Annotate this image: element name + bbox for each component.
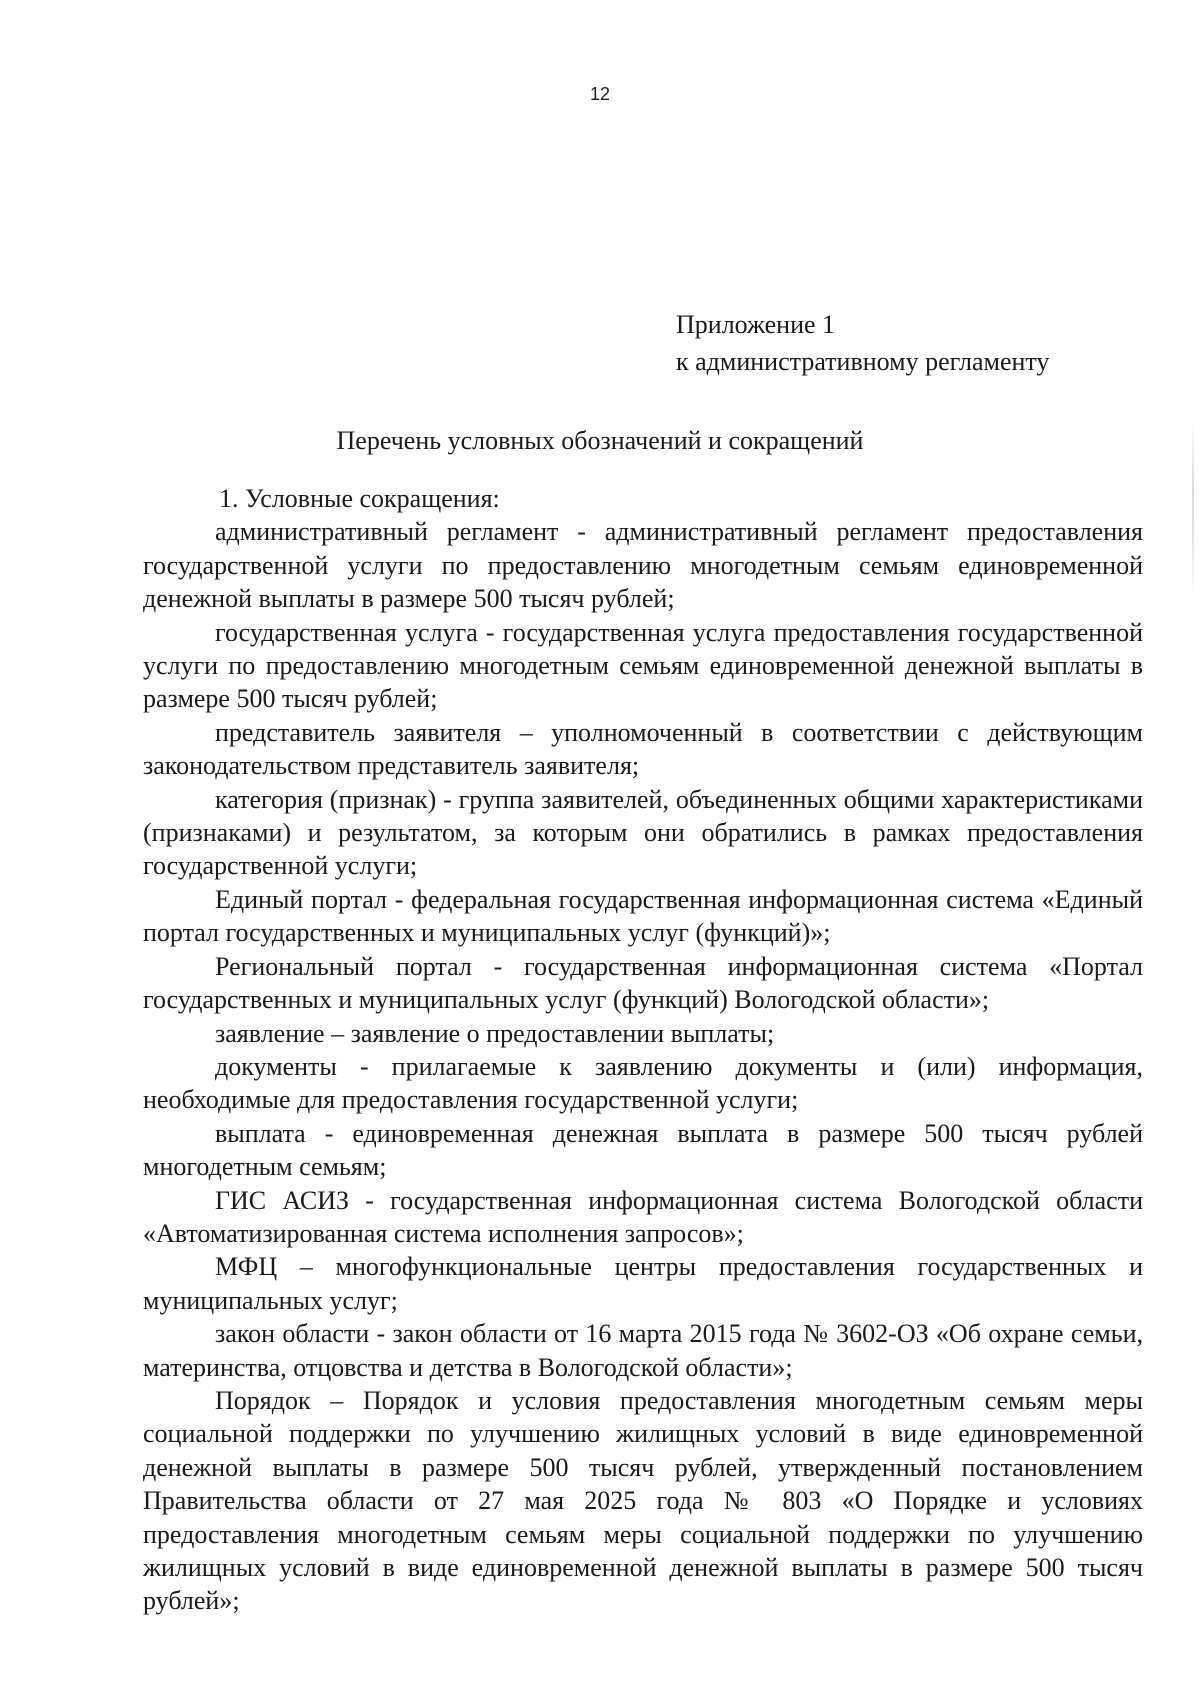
definition-item: ГИС АСИЗ - государственная информационная система Вологодской области «Автоматизированная система исполнения запросов»; [143,1185,1143,1248]
definition-item: категория (признак) - группа заявителей, объединенных общими характеристиками (признаками) и результатом, за которым они обратились в рамках предоставления государственной услуги; [143,784,1143,881]
definition-item: МФЦ – многофункциональные центры предоставления государственных и муниципальных услуг; [143,1252,1143,1315]
definition-item: представитель заявителя – уполномоченный в соответствии с действующим законодательством представитель заявителя; [143,717,1143,781]
page-number: 12 [589,84,611,104]
definition-item: документы - прилагаемые к заявлению документы и (или) информация, необходимые для предоставления государственной услуги; [143,1051,1143,1115]
definition-item: административный регламент - административный регламент предоставления государственной услуги по предоставлению многодетным семьям единовременной денежной выплаты в размере 500 тысяч рублей; [143,517,1143,614]
definition-item: Региональный портал - государственная информационная система «Портал государственных и муниципальных услуг (функций) Вологодской области»; [143,951,1143,1015]
definition-item: закон области - закон области от 16 марта 2015 года № 3602-ОЗ «Об охране семьи, материнства, отцовства и детства в Вологодской области»; [143,1319,1143,1382]
document-title: Перечень условных обозначений и сокращений [336,426,864,455]
section-heading: 1. Условные сокращения: [219,484,500,513]
definition-item: Порядок – Порядок и условия предоставления многодетным семьям меры социальной поддержки по улучшению жилищных условий в виде единовременной денежной выплаты в размере 500 тысяч рублей, утвержденный постановлением Правительства области от 27 мая 2025 года № 803 «О Порядке и условиях предоставления многодетным семьям меры социальной поддержки по улучшению жилищных условий в виде единовременной денежной выплаты в размере 500 тысяч рублей»; [143,1385,1143,1616]
definition-item: выплата - единовременная денежная выплата в размере 500 тысяч рублей многодетным семьям; [143,1118,1143,1182]
appendix-reference: к административному регламенту [676,347,1050,376]
scan-edge-artifact [1192,420,1194,600]
appendix-header [676,306,1049,380]
appendix-number: Приложение 1 [676,310,836,339]
definition-item: Единый портал - федеральная государственная информационная система «Единый портал государственных и муниципальных услуг (функций)»; [143,884,1143,948]
definition-item: государственная услуга - государственная услуга предоставления государственной услуги по предоставлению многодетным семьям единовременной денежной выплаты в размере 500 тысяч рублей; [143,617,1143,714]
document-body [143,482,1143,1618]
definition-item: заявление – заявление о предоставлении выплаты; [215,1018,775,1048]
